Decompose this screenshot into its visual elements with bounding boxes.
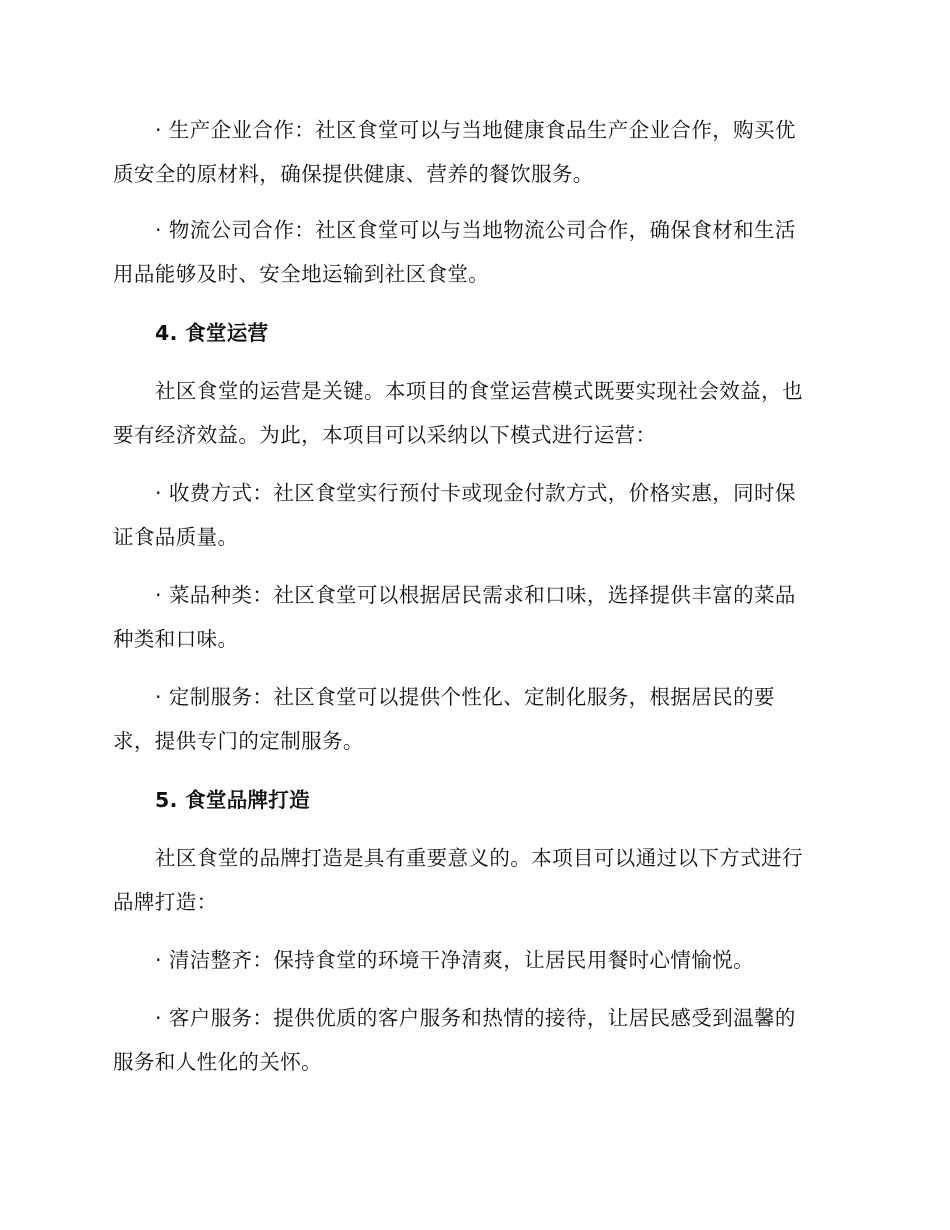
paragraph-line: 要有经济效益。为此，本项目可以采纳以下模式进行运营： (113, 423, 657, 447)
paragraph-dish-variety (113, 573, 833, 661)
paragraph-logistics-partnership (113, 208, 833, 296)
section-heading-operations: 4. 食堂运营 (155, 321, 269, 345)
paragraph-line: · 定制服务：社区食堂可以提供个性化、定制化服务，根据居民的要 (155, 685, 775, 709)
paragraph-customer-service (113, 996, 833, 1084)
paragraph-operations-intro (113, 369, 833, 457)
section-heading-branding: 5. 食堂品牌打造 (155, 788, 310, 812)
paragraph-line: 求，提供专门的定制服务。 (113, 729, 364, 753)
paragraph-line: 质安全的原材料，确保提供健康、营养的餐饮服务。 (113, 162, 594, 186)
paragraph-line: 社区食堂的品牌打造是具有重要意义的。本项目可以通过以下方式进行 (155, 846, 803, 870)
paragraph-branding-intro (113, 836, 833, 924)
paragraph-production-partnership (113, 108, 833, 196)
paragraph-cleanliness (113, 938, 833, 982)
paragraph-line: · 生产企业合作：社区食堂可以与当地健康食品生产企业合作，购买优 (155, 118, 796, 142)
paragraph-line: 种类和口味。 (113, 627, 239, 651)
paragraph-line: · 客户服务：提供优质的客户服务和热情的接待，让居民感受到温馨的 (155, 1006, 796, 1030)
paragraph-custom-service (113, 675, 833, 763)
paragraph-line: 社区食堂的运营是关键。本项目的食堂运营模式既要实现社会效益，也 (155, 379, 803, 403)
paragraph-line: 证食品质量。 (113, 525, 239, 549)
paragraph-line: · 物流公司合作：社区食堂可以与当地物流公司合作，确保食材和生活 (155, 218, 796, 242)
paragraph-line: · 清洁整齐：保持食堂的环境干净清爽，让居民用餐时心情愉悦。 (155, 948, 755, 972)
paragraph-line: · 菜品种类：社区食堂可以根据居民需求和口味，选择提供丰富的菜品 (155, 583, 796, 607)
paragraph-line: 用品能够及时、安全地运输到社区食堂。 (113, 262, 490, 286)
paragraph-line: 品牌打造： (113, 890, 218, 914)
paragraph-payment-method (113, 471, 833, 559)
paragraph-line: · 收费方式：社区食堂实行预付卡或现金付款方式，价格实惠，同时保 (155, 481, 796, 505)
paragraph-line: 服务和人性化的关怀。 (113, 1050, 322, 1074)
